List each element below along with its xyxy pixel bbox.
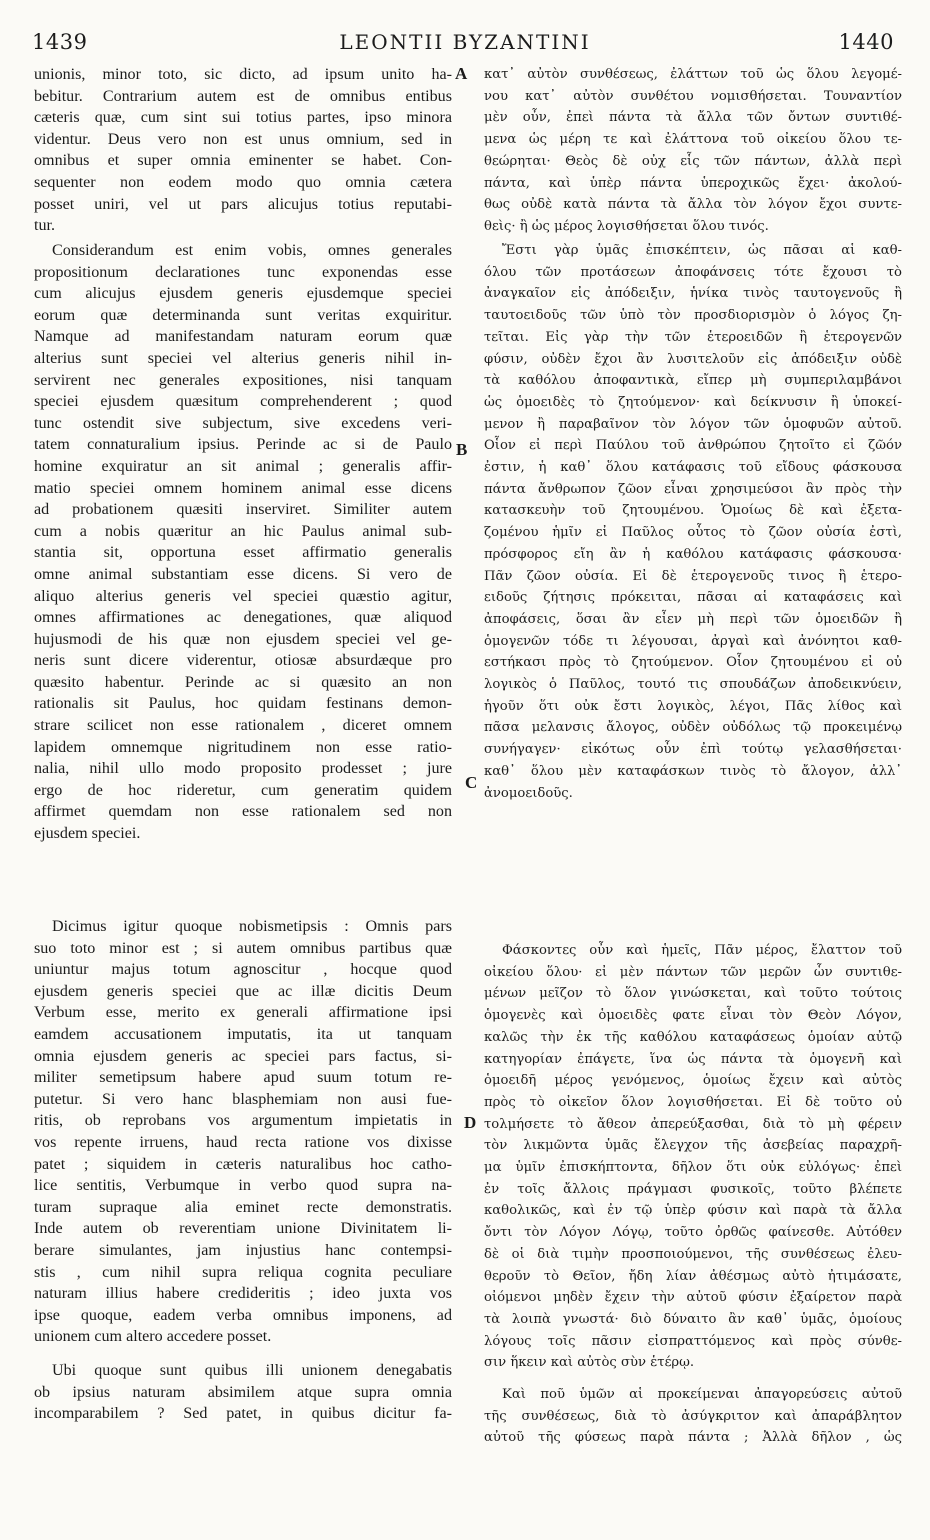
text-line: ὁμοειδῆ μέρος γενόμενος, ὁμοίως ἔχειν καὶ αὐτὸς [484, 1073, 902, 1089]
text-line: ειδοῦς ζήτησις πρόκειται, πᾶσαι αἱ καταφάσεις καὶ [484, 590, 902, 606]
text-line: ritis, ob reprobans vos argumentum impietatis in [34, 1112, 452, 1130]
text-line: rationalis sit Paulus, hoc quidam festinans demon- [34, 695, 452, 713]
text-line: Φάσκοντες οὖν καὶ ἡμεῖς, Πᾶν μέρος, ἔλαττον τοῦ [502, 943, 902, 958]
text-line: quæsito habentur. Perinde ac si quæsito an non [34, 673, 452, 691]
text-line: Considerandum est enim vobis, omnes generales [52, 242, 452, 259]
text-line: patet ; siquidem in cæteris naturalibus hoc catho- [34, 1155, 452, 1173]
text-line: καθολικῶς, καὶ ἐν τῷ ὑπὲρ φύσιν καὶ παρὰ τὰ ἄλλα [484, 1203, 902, 1219]
text-line: servirent nec generales expositiones, nisi tanquam [34, 371, 452, 389]
greek-paragraph-1 [484, 64, 902, 238]
text-line: cum a nobis quæritur an hic Paulus animal sub- [34, 522, 452, 540]
text-line: μὲν οὖν, ἐπεὶ πάντα τὰ ἄλλα τῶν ὄντων συντιθέ- [484, 110, 902, 126]
text-line: ipse quoque, eadem verba omnibus imponens, ad [34, 1306, 452, 1324]
text-line: lice sentitis, Verbumque in verbo quod supra na- [34, 1177, 452, 1195]
text-line: bebitur. Contrarium autem est de omnibus entibus [34, 87, 452, 105]
text-line: omnes affirmationes ac denegationes, quæ aliquod [34, 609, 452, 627]
text-line: unionis, minor toto, sic dicto, ad ipsum unito ha- [34, 66, 452, 83]
text-line: μένων μεῖζον τὸ ὅλον γινώσκεται, καὶ τοῦτο τούτοις [484, 986, 902, 1002]
text-line: propositionum declarationes tunc exponendas esse [34, 263, 452, 281]
text-line: Inde autem ob reverentiam unione Divinitatem li- [34, 1220, 452, 1238]
text-line: cæteris quæ, cum sint sui totius partes, ipso minora [34, 109, 452, 127]
text-line: Ἔστι γὰρ ὑμᾶς ἐπισκέπτειν, ὡς πᾶσαι αἱ καθ- [502, 243, 902, 258]
running-title: LEONTII BYZANTINI [339, 30, 591, 54]
text-line: omnia ejusdem generis ac speciei pars factus, si- [34, 1047, 452, 1065]
text-line: οἰκείου ὅλου· εἰ μὲν πάντων τῶν μερῶν ὧν συντιθε- [484, 964, 902, 980]
text-line: λογικὸς ὁ Παῦλος, τουτό τις σπουδάζων ἀποδεικνύειν, [484, 677, 902, 693]
text-line: ejusdem generis speciei que ac illæ dicitis Deum [34, 982, 452, 1000]
text-line: nalia, nihil ullo modo proposito prodesset ; jure [34, 760, 452, 778]
text-line: θως οὐδὲ κατὰ πάντα τὰ ἄλλα τὸν λόγον ἔχοι συντε- [484, 197, 902, 213]
text-line: Verbum esse, merito ex generali affirmatione ipsi [34, 1004, 452, 1022]
text-line: ὁμογενὲς καὶ ὁμοειδὲς φατε εἶναι τὸν Θεὸν Λόγον, [484, 1008, 902, 1024]
greek-paragraph-2 [484, 240, 902, 804]
text-line: matio speciei omnem hominem animal esse dicens [34, 479, 452, 497]
text-line: ἀνομοειδοῦς. [484, 785, 573, 801]
text-line: τὸν λικμῶντα ὑμᾶς ἔλεγχον τῆς ἀσεβείας παραχρῆ- [484, 1138, 902, 1154]
latin-paragraph-2 [34, 240, 452, 845]
text-line: cum alicujus ejusdem generis ejusdemque speciei [34, 285, 452, 303]
text-line: berare simulantes, jam injustius hanc contempsi- [34, 1241, 452, 1259]
text-line: νου κατ᾽ αὐτὸν συνθέτου νομισθήσεται. Τουναντίον [484, 88, 902, 104]
text-line: Namque ad manifestandam naturam eorum quæ [34, 328, 452, 346]
text-line: θεώρηται· Θεὸς δὲ οὐχ εἷς τῶν πάντων, ἀλλὰ περὶ [484, 153, 902, 169]
text-line: ad probationem quæsiti inserviret. Similiter autem [34, 501, 452, 519]
text-line: Dicimus igitur quoque nobismetipsis : Omnis pars [52, 918, 452, 935]
text-line: suo toto minor est ; si autem omnibus partibus quæ [34, 939, 452, 957]
text-line: posset uniri, vel ut pars alicujus totius reputabi- [34, 195, 452, 213]
text-line: θεὶς· ἢ ὡς μέρος λογισθήσεται ὅλου τινός. [484, 218, 769, 234]
text-line: δὲ οἱ διὰ τιμὴν προσποιούμενοι, τῆς συνθέσεως ἐλευ- [484, 1246, 902, 1262]
margin-marker-d: D [464, 1113, 477, 1132]
text-line: μενα ὡς μέρη τε καὶ ἐλάττονα τοῦ οἰκείου ὅλου τε- [484, 132, 902, 148]
text-line: tunc ostendit sive subjectum, sive excedens veri- [34, 414, 452, 432]
page-number-left: 1439 [32, 30, 88, 54]
text-line: καλῶς τὴν ἐκ τῆς καθόλου καταφάσεως ὁμοίαν αὐτῷ [484, 1029, 902, 1045]
text-line: ζομένου ἡμῖν εἰ Παῦλος οὗτος τὸ ζῶον οὐσία ἐστὶ, [484, 525, 902, 541]
text-line: φύσιν, οὐδὲν ἔχοι ἂν λυσιτελοῦν εἰς ἀπόδειξιν οὐδὲ [484, 351, 902, 367]
margin-marker-c: C [465, 773, 478, 792]
text-line: vos repente irruens, haud recta ratione vos dixisse [34, 1133, 452, 1151]
text-line: ejusdem speciei. [34, 825, 141, 843]
text-line: alterius sunt speciei vel alterius generis nihil in- [34, 349, 452, 367]
greek-paragraph-3 [484, 940, 902, 1374]
text-line: hujusmodi de his quæ non ejusdem speciei vel ge- [34, 630, 452, 648]
text-line: ταυτοειδοῦς τῶν ὑπὸ τὸν προσδιορισμὸν ὁ λόγος ζη- [484, 308, 902, 324]
text-line: speciei ejusdem quæsitum comprehenderent ; quod [34, 393, 452, 411]
text-line: ὁμογενῶν τόδε τι λέγουσαι, ἀργαὶ καὶ ἀνόνητοι καθ- [484, 633, 902, 649]
text-line: Καὶ ποῦ ὑμῶν αἱ προκείμεναι ἀπαγορεύσεις αὐτοῦ [502, 1387, 902, 1402]
text-line: lapidem omnemque nigritudinem non esse ratio- [34, 738, 452, 756]
margin-marker-a: A [455, 64, 468, 83]
text-line: πάντα ἄνθρωπον ζῶον εἶναι χρησιμεύσοι ἂν πρὸς τὴν [484, 481, 902, 497]
text-line: οἰόμενοι μηδὲν ἔχειν τὴν αὐτοῦ φύσιν ἐξαίρετον παρὰ [484, 1290, 902, 1306]
text-line: σιν ἥκειν καὶ αὐτὸς σὺν ἑτέρῳ. [484, 1355, 695, 1371]
text-line: ἐν τοῖς ἄλλοις πράγμασι φυσικοῖς, τοῦτο βλέπετε [484, 1181, 902, 1197]
text-line: ἀναγκαῖον εἰς ἀπόδειξιν, ἡνίκα τινὸς ταυτογενοῦς ἢ [484, 286, 902, 302]
latin-paragraph-3 [34, 916, 452, 1348]
text-line: κατασκευὴν τοῦ ζητουμένου. Ὁμοίως δὲ καὶ ἐξετα- [484, 503, 902, 519]
text-line: πᾶσα μελανσις ἄλογος, οὐδὲν οὐδόλως τῷ προκειμένῳ [484, 720, 902, 736]
text-line: ἡγοῦν ὅτι οὐκ ἔστι λογικὸς, λέγοι, Πᾶς λίθος καὶ [484, 698, 902, 714]
page-number-right: 1440 [838, 30, 894, 54]
text-line: unionem cum altero accedere posset. [34, 1328, 272, 1346]
text-line: λόγους τοῖς πᾶσιν εἰσπραττόμενος καὶ πρὸς σύνθε- [484, 1333, 902, 1349]
text-line: stis , cum nihil supra reliqua cognita peculiare [34, 1263, 452, 1281]
text-line: sequenter non eodem modo quo omnia cætera [34, 173, 452, 191]
latin-paragraph-1 [34, 64, 452, 237]
text-line: αὐτοῦ τῆς φύσεως παρὰ πάντα ; Ἀλλὰ δῆλον , ὡς [484, 1430, 902, 1446]
text-line: stantia sit, opportuna esset affirmatio generalis [34, 544, 452, 562]
text-line: ob ipsius naturam absimilem atque supra omnia [34, 1383, 452, 1401]
text-line: militer semetipsum habere apud suum totum re- [34, 1069, 452, 1087]
text-line: eorum quæ determinanda sunt veritas exquiritur. [34, 306, 452, 324]
text-line: tatem connaturalium ipsius. Perinde ac si de Paulo [34, 436, 452, 454]
text-line: ergo de hoc rideretur, cum generatim quidem [34, 781, 452, 799]
text-line: videntur. Deus vero non est unus omnium, sed in [34, 130, 452, 148]
text-line: πρὸς τὸ οἰκεῖον ὅλον λογισθήσεται. Εἰ δὲ τοῦτο οὐ [484, 1094, 902, 1110]
text-line: τεῖται. Εἰς γὰρ τὴν τῶν ἑτεροειδῶν ἢ ἑτερογενῶν [484, 329, 902, 345]
text-line: τὰ λοιπὰ γνωστά· διὸ δύναιτο ἂν καθ᾽ ὑμᾶς, ὁμοίους [484, 1311, 902, 1327]
latin-paragraph-4 [34, 1360, 452, 1425]
text-line: όλου τῶν προτάσεων ἀποφάνσεις τότε ἔχουσι τὸ [484, 264, 902, 280]
text-line: naturam illius habere credideritis ; ideo juxta vos [34, 1285, 452, 1303]
text-line: putetur. Si vero hanc blasphemiam non ausi fue- [34, 1090, 452, 1108]
text-line: tur. [34, 217, 56, 235]
page-header [28, 30, 902, 60]
text-line: affirmet quemdam non esse rationalem sed non [34, 803, 452, 821]
text-line: μα ὑμῖν ἐπισκήπτοντα, δῆλον ὅτι οὐκ εὐλόγως· ἐπεὶ [484, 1160, 902, 1176]
text-line: Πᾶν ζῶον οὐσία. Εἰ δὲ ἑτερογενοῦς τινος ἢ ἑτερο- [484, 568, 902, 584]
text-line: τῆς συνθέσεως, διὰ τὸ ἀσύγκριτον καὶ ἀπαράβλητον [484, 1408, 902, 1424]
text-line: συνήγαγεν· εἰκότως οὖν ἐπὶ τούτῳ γελασθήσεται· [484, 742, 902, 758]
margin-marker-b: B [456, 440, 468, 459]
text-line: uniuntur majus totum agnoscitur , hocque quod [34, 961, 452, 979]
text-line: ἐστιν, ἡ καθ᾽ ὅλου κατάφασις τοῦ εἴδους φάσκουσα [484, 460, 902, 476]
text-line: omne animal substantiam esse dicens. Si vero de [34, 565, 452, 583]
text-line: aliquo alterius generis vel speciei quæstio agitur, [34, 587, 452, 605]
text-line: Ubi quoque sunt quibus illi unionem denegabatis [52, 1362, 452, 1379]
greek-paragraph-4 [484, 1384, 902, 1449]
text-line: πάντα, καὶ ὑπὲρ πάντα ὑπεροχικῶς ἔχει· ἀκολού- [484, 175, 902, 191]
text-line: κατηγορίαν ἐπάγετε, ἵνα ὡς πάντα τὰ ὁμογενῆ καὶ [484, 1051, 902, 1067]
text-line: homine exquiratur an sit animal ; generalis affir- [34, 457, 452, 475]
text-line: neris sunt dicere viderentur, otiosæ absurdæque pro [34, 652, 452, 670]
text-line: ὡς ὁμοειδὲς τὸ ζητούμενον· καὶ δείκνυσιν ἢ ὑποκεί- [484, 394, 902, 410]
text-line: πρόσφορος εἴη ἂν ἡ καθόλου κατάφασις φάσκουσα· [484, 546, 902, 562]
text-line: eamdem accusationem imputatis, ita ut tanquam [34, 1025, 452, 1043]
text-line: ἀποφάσεις, ὅσαι ἂν εἶεν μὴ περὶ τῶν ὁμοειδῶν ἢ [484, 611, 902, 627]
text-line: ὄντι τὸν Λόγον Λόγῳ, τοῦτο ὀρθῶς φαίνεσθε. Αὐτόθεν [484, 1225, 902, 1241]
text-line: τὰ καθόλου ἀποφαντικὰ, εἴπερ μὴ συμπεριλαμβάνοι [484, 373, 902, 389]
text-line: θεροῦν τὸ Θεῖον, ἤδη λίαν ἀθέσμως αὐτὸ ἠτιμάσατε, [484, 1268, 902, 1284]
text-line: turam supraque alia eminet recte demonstratis. [34, 1198, 452, 1216]
text-line: εστήκασι πρὸς τὸ ζητούμενον. Οἷον ζητουμένου εἰ οὐ [484, 655, 902, 671]
text-line: κατ᾽ αὐτὸν συνθέσεως, ἐλάττων τοῦ ὡς ὅλου λεγομέ- [484, 67, 902, 82]
text-line: strare scilicet non esse rationalem , diceret omnem [34, 717, 452, 735]
text-line: omnibus et super omnia eminenter se habet. Con- [34, 152, 452, 170]
text-line: μενον ἢ παραβαῖνον τὸν λόγον τῶν ὁμοφυῶν αὐτοῦ. [484, 416, 902, 432]
text-line: καθ᾽ ὅλου μὲν καταφάσκων τινὸς τὸ ἄλογον, ἀλλ᾽ [484, 763, 902, 779]
text-line: Οἷον εἰ περὶ Παύλου τοῦ ἀνθρώπου ζητοῖτο εἰ ζῶόν [484, 438, 902, 454]
text-line: τολμήσετε τὸ ἄθεον ἀπερεύξασθαι, διὰ τὸ μὴ φέρειν [484, 1116, 902, 1132]
text-line: incomparabilem ? Sed patet, in quibus dicitur fa- [34, 1405, 452, 1423]
